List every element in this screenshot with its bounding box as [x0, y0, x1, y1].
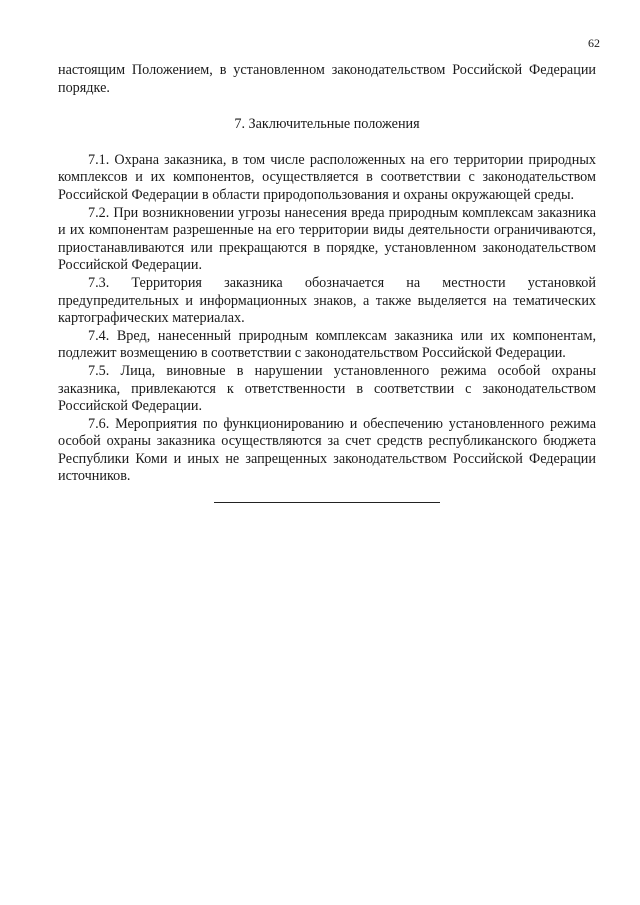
- paragraph-7-1: 7.1. Охрана заказника, в том числе расположенных на его территории природных комплексов и их компонентов, осуществляется в соответствии с законодательством Российской Федерации в области природопользования и охраны окружающей среды.: [58, 151, 596, 203]
- paragraph-7-5: 7.5. Лица, виновные в нарушении установленного режима особой охраны заказника, привлекаются к ответственности в соответствии с законодательством Российской Федерации.: [58, 362, 596, 415]
- paragraph-7-4: 7.4. Вред, нанесенный природным комплексам заказника или их компонентам, подлежит возмещению в соответствии с законодательством Российской Федерации.: [58, 327, 596, 362]
- paragraph-7-6: 7.6. Мероприятия по функционированию и обеспечению установленного режима особой охраны заказника осуществляются за счет средств республиканского бюджета Республики Коми и иных не запрещенных законодательством Российской Федерации источников.: [58, 415, 596, 485]
- document-body: [58, 62, 596, 503]
- end-divider: [214, 502, 440, 503]
- paragraph-7-2: 7.2. При возникновении угрозы нанесения вреда природным комплексам заказника и их компонентам разрешенные на его территории виды деятельности ограничиваются, приостанавливаются или прекращаются в порядке, установленном законодательством Российской Федерации.: [58, 204, 596, 274]
- page-number: 62: [588, 36, 600, 50]
- paragraph-7-3: 7.3. Территория заказника обозначается на местности установкой предупредительных и информационных знаков, а также выделяется на тематических картографических материалах.: [58, 274, 596, 327]
- intro-paragraph: настоящим Положением, в установленном законодательством Российской Федерации порядке.: [58, 62, 596, 96]
- section-heading: 7. Заключительные положения: [234, 116, 420, 133]
